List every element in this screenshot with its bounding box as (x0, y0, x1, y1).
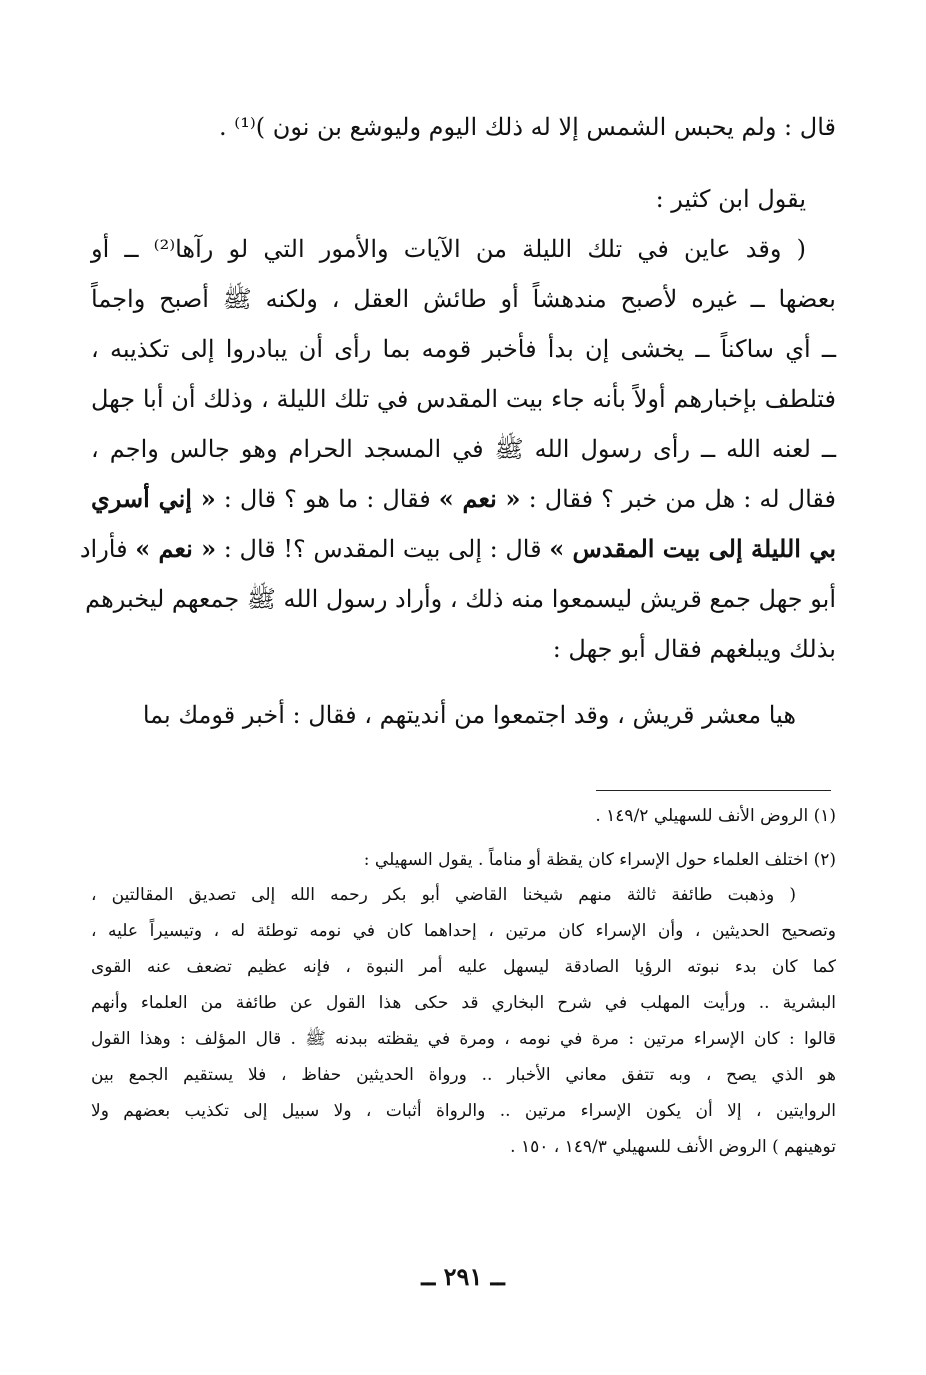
page-number: ــ ٢٩١ ــ (421, 1262, 505, 1291)
footnote-2-line-6: هو الذي يصح ، وبه تتفق معاني الأخبار .. ورواة الحديثين حفاظ ، فلا يستقيم الجمع بين (91, 1065, 836, 1085)
footnote-2-line-5: قالوا : كان الإسراء مرتين : مرة في نومه ، ومرة في يقظته ببدنه ﷺ . قال المؤلف : وهذا القول (91, 1029, 836, 1049)
footnote-2-line-3: كما كان بدء نبوته الرؤيا الصادقة ليسهل عليه أمر النبوة ، فإنه عظيم تضعف عنه القوى (91, 957, 836, 977)
body-line-10: أبو جهل جمع قريش ليسمعوا منه ذلك ، وأراد رسول الله ﷺ جمعهم ليخبرهم (85, 585, 836, 613)
footnote-1: (١) الروض الأنف للسهيلي ١٤٩/٢ . (595, 806, 836, 826)
footnote-separator (596, 790, 831, 791)
body-line-3: ( وقد عاين في تلك الليلة من الآيات والأمور التي لو رآها⁽²⁾ ــ أو (91, 235, 806, 263)
quote-naam-2: « نعم » (135, 534, 217, 563)
body-line-5: ــ أي ساكناً ــ يخشى إن بدأ فأخبر قومه بما رأى أن يبادروا إلى تكذيبه ، (91, 335, 836, 363)
quote-asri: « إني أسري (91, 484, 216, 513)
quote-bayt-al-maqdis: بي الليلة إلى بيت المقدس » (549, 534, 836, 563)
body-line-4: بعضها ــ غيره لأصبح مندهشاً أو طائش العقل ، ولكنه ﷺ أصبح واجماً (91, 285, 836, 313)
body-line-8 (91, 484, 836, 514)
footnote-2-line-4: البشرية .. ورأيت المهلب في شرح البخاري قد حكى هذا القول عن طائفة من العلماء وأنهم (91, 993, 836, 1013)
footnote-2-line-8: توهينهم ) الروض الأنف للسهيلي ١٤٩/٣ ، ١٥٠ . (510, 1137, 836, 1157)
body-line-8-text-a: فقال له : هل من خبر ؟ فقال : (520, 485, 837, 513)
footnote-2: (٢) اختلف العلماء حول الإسراء كان يقظة أو مناماً . يقول السهيلي : (363, 850, 836, 870)
body-line-9 (79, 534, 836, 564)
body-line-9-text-b: فأراد (79, 535, 136, 563)
body-line-1: قال : ولم يحبس الشمس إلا له ذلك اليوم وليوشع بن نون )⁽¹⁾ . (219, 113, 836, 141)
body-line-12: هيا معشر قريش ، وقد اجتمعوا من أنديتهم ، فقال : أخبر قومك بما (142, 701, 796, 729)
footnote-2-line-2: وتصحيح الحديثين ، وأن الإسراء كان مرتين ، إحداهما كان في نومه توطئة له ، وتيسيراً عليه ، (91, 921, 836, 941)
body-line-7: ــ لعنه الله ــ رأى رسول الله ﷺ في المسجد الحرام وهو جالس واجم ، (91, 435, 836, 463)
quote-naam-1: « نعم » (438, 484, 521, 513)
body-line-9-text-a: قال : إلى بيت المقدس ؟! قال : (216, 535, 550, 563)
body-line-8-text-b: فقال : ما هو ؟ قال : (215, 485, 439, 513)
body-line-2: يقول ابن كثير : (655, 185, 806, 213)
footnote-2-line-1: ( وذهبت طائفة ثالثة منهم شيخنا القاضي أبو بكر رحمه الله إلى تصديق المقالتين ، (91, 885, 796, 905)
body-line-11: بذلك ويبلغهم فقال أبو جهل : (552, 635, 836, 663)
body-line-6: فتلطف بإخبارهم أولاً بأنه جاء بيت المقدس في تلك الليلة ، وذلك أن أبا جهل (91, 385, 836, 413)
footnote-2-line-7: الروايتين ، إلا أن يكون الإسراء مرتين .. والرواة أثبات ، ولا سبيل إلى تكذيب بعضهم ولا (91, 1101, 836, 1121)
